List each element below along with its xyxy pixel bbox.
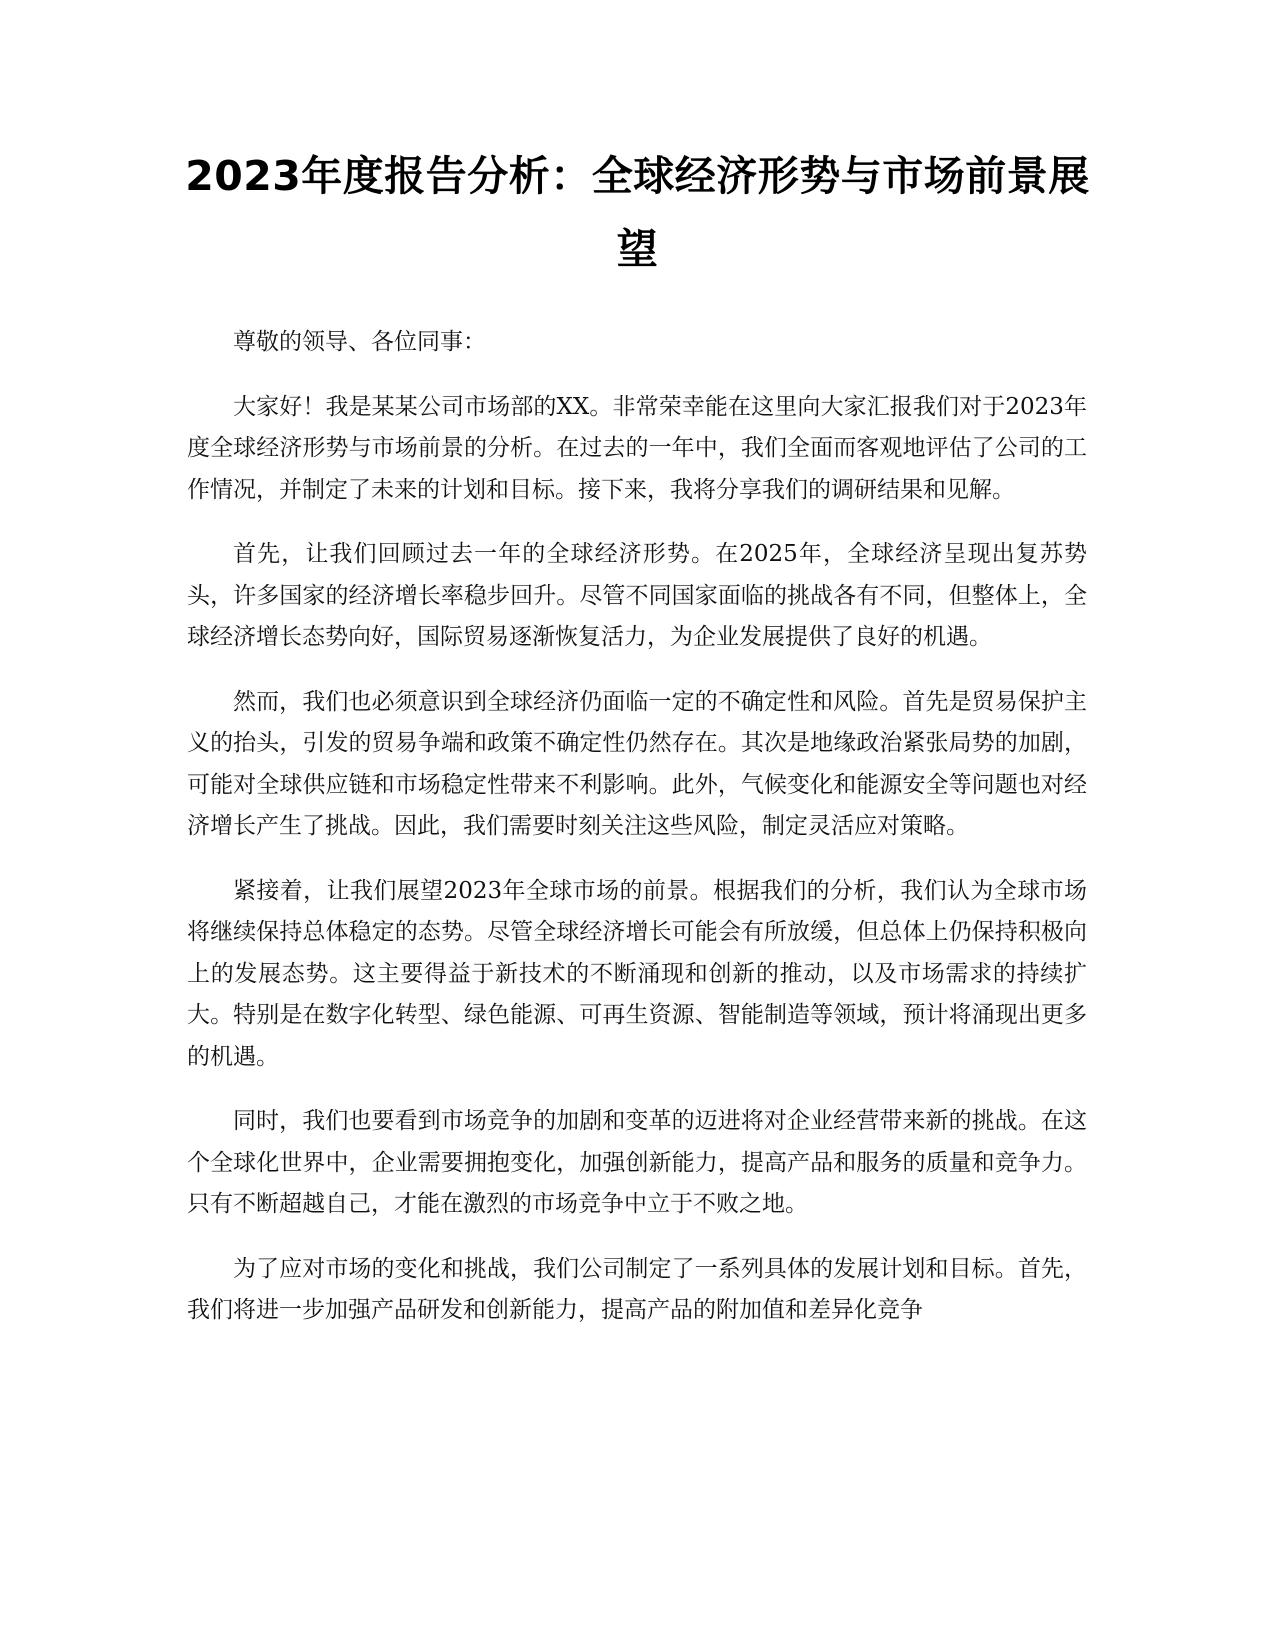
document-title: 2023年度报告分析：全球经济形势与市场前景展望 — [185, 152, 1090, 273]
paragraph-risks: 然而，我们也必须意识到全球经济仍面临一定的不确定性和风险。首先是贸易保护主义的抬头，引发的贸易争端和政策不确定性仍然存在。其次是地缘政治紧张局势的加剧，可能对全球供应链和市场稳定性带来不利影响。此外，气候变化和能源安全等问题也对经济增长产生了挑战。因此，我们需要时刻关注这些风险，制定灵活应对策略。 — [187, 688, 1087, 839]
paragraph-salutation: 尊敬的领导、各位同事： — [233, 329, 486, 355]
document-body — [187, 322, 1087, 1355]
paragraph-plans: 为了应对市场的变化和挑战，我们公司制定了一系列具体的发展计划和目标。首先，我们将进一步加强产品研发和创新能力，提高产品的附加值和差异化竞争 — [187, 1255, 1087, 1323]
paragraph-outlook: 紧接着，让我们展望2023年全球市场的前景。根据我们的分析，我们认为全球市场将继续保持总体稳定的态势。尽管全球经济增长可能会有所放缓，但总体上仍保持积极向上的发展态势。这主要得益于新技术的不断涌现和创新的推动，以及市场需求的持续扩大。特别是在数字化转型、绿色能源、可再生资源、智能制造等领域，预计将涌现出更多的机遇。 — [187, 877, 1087, 1070]
paragraph-competition: 同时，我们也要看到市场竞争的加剧和变革的迈进将对企业经营带来新的挑战。在这个全球化世界中，企业需要拥抱变化，加强创新能力，提高产品和服务的质量和竞争力。只有不断超越自己，才能在激烈的市场竞争中立于不败之地。 — [187, 1108, 1087, 1217]
paragraph-review: 首先，让我们回顾过去一年的全球经济形势。在2025年，全球经济呈现出复苏势头，许多国家的经济增长率稳步回升。尽管不同国家面临的挑战各有不同，但整体上，全球经济增长态势向好，国际贸易逐渐恢复活力，为企业发展提供了良好的机遇。 — [187, 541, 1087, 650]
paragraph-introduction: 大家好！我是某某公司市场部的XX。非常荣幸能在这里向大家汇报我们对于2023年度全球经济形势与市场前景的分析。在过去的一年中，我们全面而客观地评估了公司的工作情况，并制定了未来的计划和目标。接下来，我将分享我们的调研结果和见解。 — [187, 393, 1087, 503]
